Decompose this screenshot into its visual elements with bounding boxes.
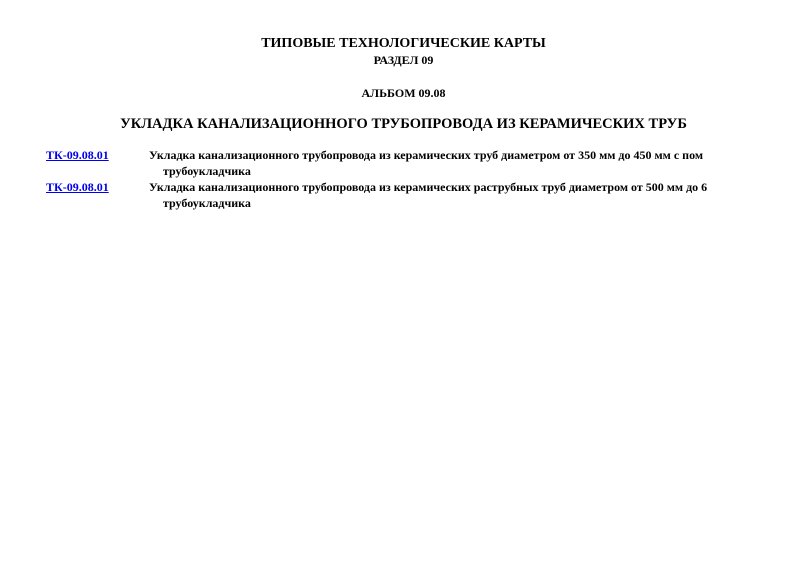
list-item [0,179,771,211]
list-item [0,147,771,179]
document-title: ТИПОВЫЕ ТЕХНОЛОГИЧЕСКИЕ КАРТЫ [261,36,546,51]
entry-list [0,147,771,211]
entry-description: Укладка канализационного трубопровода из керамических труб диаметром от 350 мм до 450 мм с пом [149,148,704,162]
section-label: РАЗДЕЛ 09 [373,53,434,67]
entry-description-continued: трубоукладчика [163,196,251,210]
entry-description: Укладка канализационного трубопровода из керамических раструбных труб диаметром от 500 мм до 6 [149,180,708,194]
entry-code-link[interactable]: ТК-09.08.01 [46,148,109,162]
album-label: АЛЬБОМ 09.08 [361,86,446,100]
entry-description-continued: трубоукладчика [163,164,251,178]
entry-code-link[interactable]: ТК-09.08.01 [46,180,109,194]
album-heading: УКЛАДКА КАНАЛИЗАЦИОННОГО ТРУБОПРОВОДА ИЗ КЕРАМИЧЕСКИХ ТРУБ [120,116,687,132]
